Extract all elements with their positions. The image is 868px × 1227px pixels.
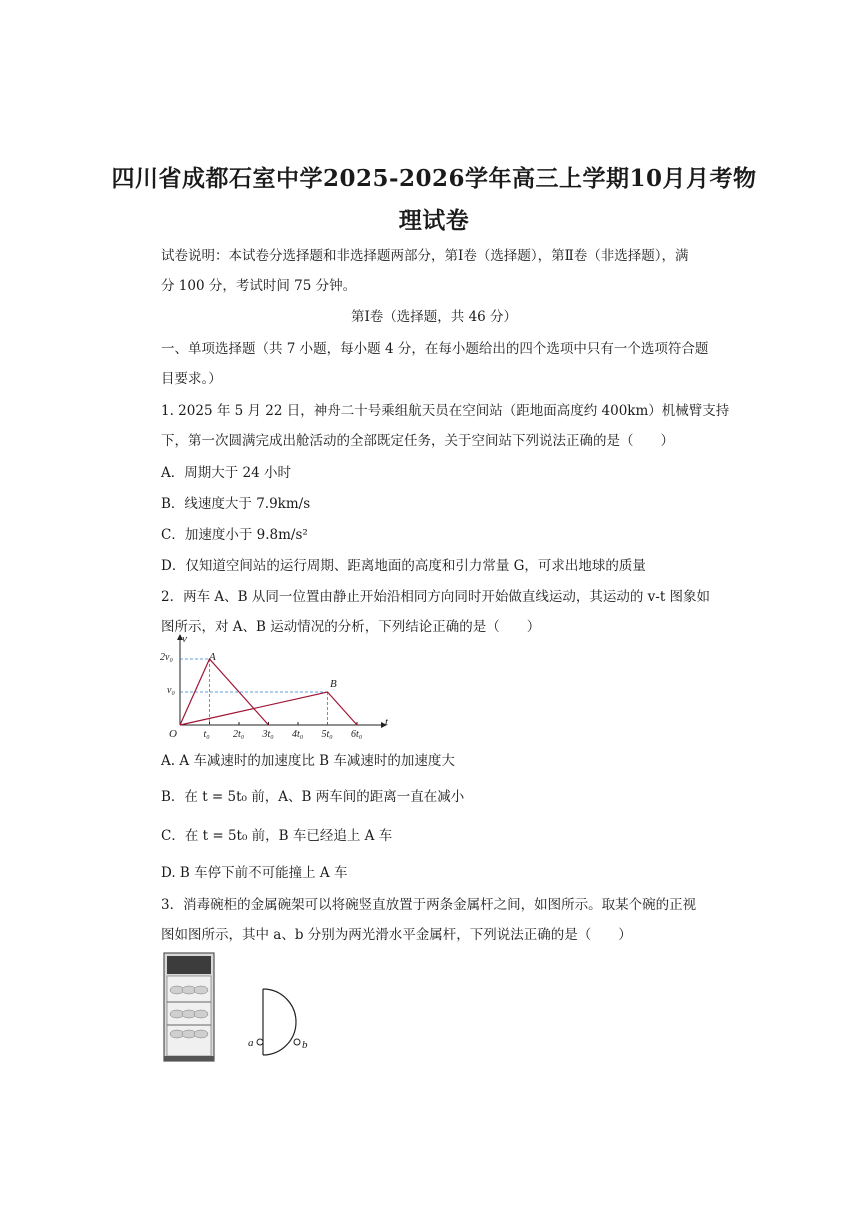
x-tick-label: 2t₀ [233, 729, 245, 740]
q2-option-c: C．在 t = 5t₀ 前，B 车已经追上 A 车 [161, 828, 393, 844]
label-a: A [209, 651, 216, 663]
series-b-line [180, 692, 357, 725]
q3-stem-line2: 图如图所示，其中 a、b 分别为两光滑水平金属杆，下列说法正确的是（ ） [161, 927, 632, 943]
y-tick-2v0: 2v₀ [160, 652, 173, 663]
section-title: 第Ⅰ卷（选择题，共 46 分） [350, 309, 518, 325]
q2-stem-line1: 2．两车 A、B 从同一位置由静止开始沿相同方向同时开始做直线运动，其运动的 v-t 图象如 [161, 589, 711, 605]
cabinet-illustration [163, 952, 215, 1064]
q2-option-d: D. B 车停下前不可能撞上 A 车 [161, 865, 348, 881]
instructions-line2: 分 100 分，考试时间 75 分钟。 [161, 278, 357, 294]
exam-title-line2: 理试卷 [398, 207, 470, 234]
q1-stem-line1: 1. 2025 年 5 月 22 日，神舟二十号乘组航天员在空间站（距地面高度约 400km）机械臂支持 [161, 403, 730, 419]
x-tick-label: t₀ [203, 729, 210, 740]
rod-b [294, 1039, 300, 1045]
q1-option-d: D．仅知道空间站的运行周期、距离地面的高度和引力常量 G，可求出地球的质量 [161, 558, 646, 574]
t-axis-label: t [385, 716, 389, 728]
instructions-line1: 试卷说明：本试卷分选择题和非选择题两部分，第Ⅰ卷（选择题），第Ⅱ卷（非选择题），满 [161, 248, 689, 264]
x-tick-label: 3t₀ [262, 729, 274, 740]
x-tick-label: 5t₀ [321, 729, 333, 740]
exam-title-line1: 四川省成都石室中学2025-2026学年高三上学期10月月考物 [111, 165, 757, 192]
rod-a [257, 1039, 263, 1045]
q2-option-b: B．在 t = 5t₀ 前，A、B 两车间的距离一直在减小 [161, 789, 465, 805]
q2-option-a: A. A 车减速时的加速度比 B 车减速时的加速度大 [161, 753, 455, 769]
bowl-outline [263, 989, 296, 1055]
q1-option-c: C．加速度小于 9.8m/s² [161, 527, 308, 543]
part1-heading-line2: 目要求。） [161, 371, 222, 387]
q1-option-a: A．周期大于 24 小时 [161, 465, 292, 481]
origin-label: O [169, 728, 177, 740]
label-b: B [330, 678, 337, 690]
rod-b-label: b [302, 1039, 308, 1051]
x-tick-label: 6t₀ [351, 729, 363, 740]
x-tick-label: 4t₀ [292, 729, 304, 740]
q1-option-b: B．线速度大于 7.9km/s [161, 496, 311, 512]
y-tick-v0: v₀ [167, 685, 175, 696]
q1-stem-line2: 下，第一次圆满完成出舱活动的全部既定任务，关于空间站下列说法正确的是（ ） [161, 433, 674, 449]
vt-graph [160, 630, 400, 745]
q2-stem-line2: 图所示，对 A、B 运动情况的分析，下列结论正确的是（ ） [161, 619, 541, 635]
rod-a-label: a [248, 1037, 254, 1049]
q3-stem-line1: 3．消毒碗柜的金属碗架可以将碗竖直放置于两条金属杆之间，如图所示。取某个碗的正视 [161, 897, 697, 913]
part1-heading-line1: 一、单项选择题（共 7 小题，每小题 4 分，在每小题给出的四个选项中只有一个选项符合题 [161, 341, 709, 357]
bowl-diagram [245, 985, 315, 1060]
v-axis-label: v [182, 633, 187, 645]
